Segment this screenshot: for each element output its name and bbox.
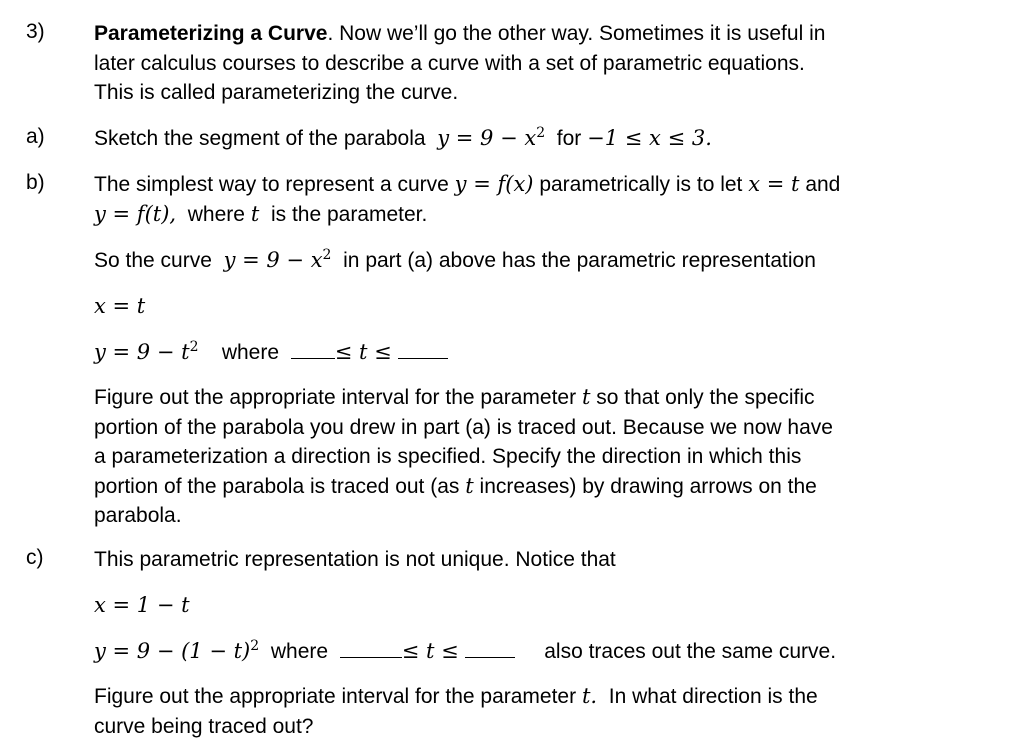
part-a-text-1: Sketch the segment of the parabola [94,127,426,150]
intro-line-1: . Now we’ll go the other way. Sometimes it is useful in [327,22,826,45]
part-b-line-1 [94,170,840,199]
part-b-text-4: where [187,203,245,226]
part-c-x-eq [94,591,190,620]
part-b-so-line [94,246,816,278]
part-b-text-1: The simplest way to represent a curve [94,173,449,196]
part-c-fig-text-1: Figure out the appropriate interval for the parameter [94,685,577,708]
part-c-blank-upper[interactable] [465,656,515,658]
part-b-fig-line-2: portion of the parabola you drew in part (a) is traced out. Because we now have [94,415,833,439]
part-b-inequality: ≤ t ≤ [334,340,392,364]
part-c-y-eq-line [94,637,836,669]
part-b-blank-upper[interactable] [398,357,448,359]
part-b-label: b) [26,171,45,194]
part-b-so-exp: 2 [322,247,332,263]
part-b-text-5: is the parameter. [270,203,428,226]
part-b-figure-paragraph [94,383,944,531]
part-c-fig-text-2: In what direction is the [608,685,818,708]
part-b-fig-t: t [581,385,591,409]
part-b-so-text-2: in part (a) above has the parametric representation [343,249,816,272]
part-c-figure-paragraph [94,682,944,741]
part-c-y-exp: 2 [250,638,260,654]
part-a-equation: y = 9 − x [437,126,537,150]
part-b-fig-line-4b: increases) by drawing arrows on the [479,474,817,498]
part-b-eq-1: y = f(x) [454,172,534,196]
part-a-label: a) [26,125,45,148]
part-b-blank-lower[interactable] [291,357,335,359]
part-c-x-equation: x = 1 − t [94,593,190,617]
part-b-eq-2: x = t [748,172,800,196]
part-c-blank-lower[interactable] [340,656,402,658]
part-b-text-3: and [805,173,841,196]
part-b-fig-line-5: parabola. [94,504,182,527]
problem-number: 3) [26,20,45,43]
problem-intro [94,19,944,108]
part-c-label: c) [26,546,44,569]
part-b-x-eq [94,292,145,321]
part-b-x-equation: x = t [94,294,146,318]
part-c-fig-line-2: curve being traced out? [94,714,314,738]
part-b-line-2 [94,200,427,229]
part-b-fig-line-4a: portion of the parabola is traced out (as [94,474,460,498]
part-b-fig-text-1: Figure out the appropriate interval for the parameter [94,386,577,409]
part-b-fig-text-2: so that only the specific [596,386,815,409]
part-c-also: also traces out the same curve. [544,640,837,663]
part-c-text: This parametric representation is not unique. Notice that [94,548,616,571]
problem-title: Parameterizing a Curve [94,22,328,45]
part-b-eq-3: y = f(t), [94,202,177,226]
part-b-param: t [250,202,260,226]
intro-line-2: later calculus courses to describe a curve with a set of parametric equations. [94,51,805,75]
part-b-y-exp: 2 [189,339,199,355]
part-b-so-eq: y = 9 − x [223,248,323,272]
part-b-y-eq-line [94,338,448,370]
part-c-where: where [270,640,329,663]
part-b-fig-line-4t: t [465,473,474,498]
part-a-range: −1 ≤ x ≤ 3. [587,126,712,150]
part-a-exponent: 2 [536,125,546,141]
part-a-text [94,124,712,156]
part-c-fig-t: t. [581,684,598,708]
part-b-text-2: parametrically is to let [539,173,743,196]
part-b-where: where [221,341,280,364]
part-b-fig-line-3: a parameterization a direction is specified. Specify the direction in which this [94,445,802,468]
part-c-y-equation: y = 9 − (1 − t) [94,639,251,663]
part-b-y-equation: y = 9 − t [94,340,190,364]
part-c-inequality: ≤ t ≤ [401,639,459,663]
part-b-so-text-1: So the curve [94,249,212,272]
intro-line-3: This is called parameterizing the curve. [94,81,459,104]
part-a-text-2: for [556,127,582,150]
